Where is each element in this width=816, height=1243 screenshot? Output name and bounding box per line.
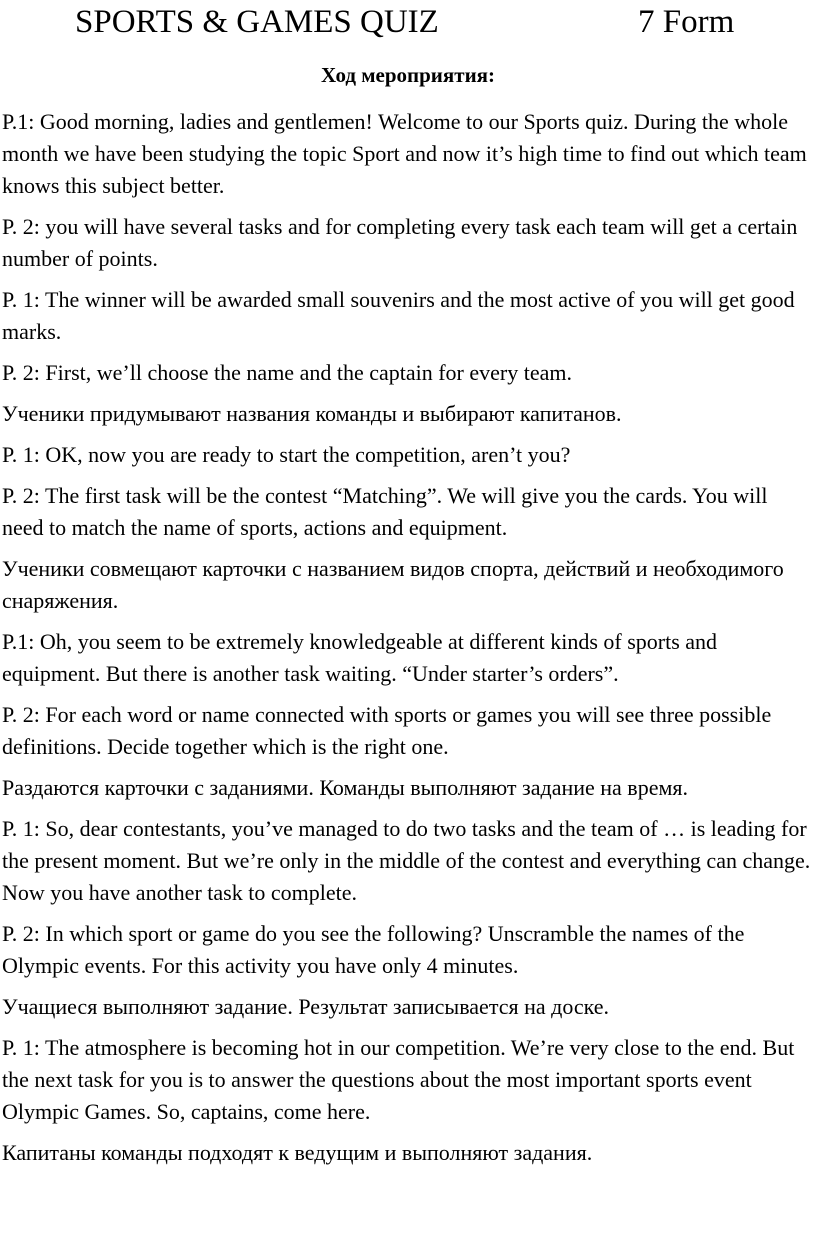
paragraph: P. 1: So, dear contestants, you’ve managed to do two tasks and the team of … is leading for the present moment. But we’re only in the middle of the contest and everything can change. Now you have another task to complete. bbox=[2, 816, 811, 905]
paragraph: P. 2: First, we’ll choose the name and the captain for every team. bbox=[2, 360, 572, 385]
paragraph: P. 2: you will have several tasks and for completing every task each team will get a certain number of points. bbox=[2, 214, 798, 271]
title-row bbox=[0, 0, 816, 48]
section-heading: Ход мероприятия: bbox=[320, 63, 496, 87]
document-title: SPORTS & GAMES QUIZ bbox=[75, 4, 439, 40]
paragraph: Раздаются карточки с заданиями. Команды выполняют задание на время. bbox=[2, 775, 688, 800]
paragraph: P. 2: In which sport or game do you see the following? Unscramble the names of the Olympic events. For this activity you have only 4 minutes. bbox=[2, 921, 745, 978]
paragraph: Ученики придумывают названия команды и выбирают капитанов. bbox=[2, 401, 622, 426]
paragraph: P. 1: The winner will be awarded small souvenirs and the most active of you will get good marks. bbox=[2, 287, 795, 344]
paragraph: P. 1: OK, now you are ready to start the competition, aren’t you? bbox=[2, 442, 571, 467]
form-label: 7 Form bbox=[638, 4, 735, 40]
paragraph: Ученики совмещают карточки с названием видов спорта, действий и необходимого снаряжения. bbox=[2, 556, 784, 613]
paragraph: Учащиеся выполняют задание. Результат записывается на доске. bbox=[2, 994, 610, 1019]
paragraph: Капитаны команды подходят к ведущим и выполняют задания. bbox=[2, 1140, 593, 1165]
paragraph: P. 2: The first task will be the contest “Matching”. We will give you the cards. You will need to match the name of sports, actions and equipment. bbox=[2, 483, 768, 540]
paragraph: P.1: Oh, you seem to be extremely knowledgeable at different kinds of sports and equipment. But there is another task waiting. “Under starter’s orders”. bbox=[2, 629, 718, 686]
paragraph: P. 2: For each word or name connected with sports or games you will see three possible definitions. Decide together which is the right one. bbox=[2, 702, 772, 759]
document-body bbox=[2, 106, 814, 1178]
paragraph: P.1: Good morning, ladies and gentlemen! Welcome to our Sports quiz. During the whole month we have been studying the topic Sport and now it’s high time to find out which team knows this subject better. bbox=[2, 109, 807, 198]
paragraph: P. 1: The atmosphere is becoming hot in our competition. We’re very close to the end. But the next task for you is to answer the questions about the most important sports event Olympic Games. So, captains, come here. bbox=[2, 1035, 795, 1124]
